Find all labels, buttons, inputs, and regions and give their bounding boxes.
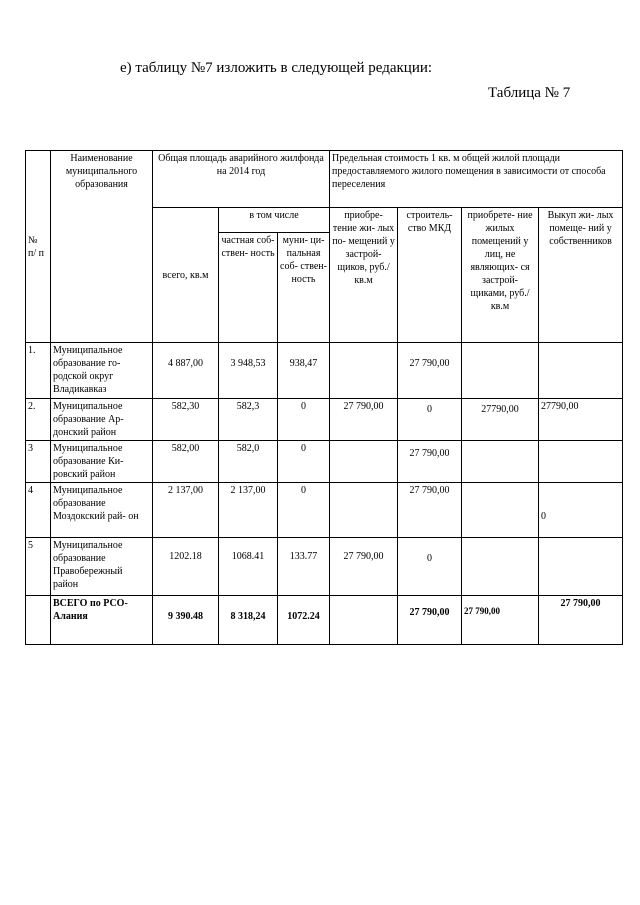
row-name: Муниципальное образование Ки- ровский район	[51, 441, 153, 483]
header-incl: в том числе	[219, 208, 330, 233]
header-buy-other: приобрете- ние жилых помещений у лиц, не являющих- ся застрой- щиками, руб./кв.м	[462, 208, 539, 343]
row-municipal: 0	[278, 399, 330, 441]
header-private: частная соб- ствен- ность	[219, 233, 278, 343]
header-num: № п/ п	[26, 151, 51, 343]
header-name: Наименование муниципального образования	[51, 151, 153, 343]
table-row	[26, 483, 623, 538]
row-num: 5	[26, 538, 51, 596]
header-build: строитель- ство МКД	[398, 208, 462, 343]
row-private: 582,3	[219, 399, 278, 441]
header-row-1	[26, 151, 623, 208]
intro-text: е) таблицу №7 изложить в следующей редакции:	[120, 60, 433, 76]
row-build: 27 790,00	[398, 343, 462, 399]
row-name: Муниципальное образование Правобережный район	[51, 538, 153, 596]
header-municipal: муни- ци- пальная соб- ствен- ность	[278, 233, 330, 343]
total-buy-dev	[330, 596, 398, 645]
data-table	[25, 150, 623, 645]
total-private: 8 318,24	[219, 596, 278, 645]
row-private: 582,0	[219, 441, 278, 483]
header-ransom: Выкуп жи- лых помеще- ний у собственников	[539, 208, 623, 343]
row-ransom: 27790,00	[539, 399, 623, 441]
row-buy-dev	[330, 343, 398, 399]
row-build: 0	[398, 399, 462, 441]
row-municipal: 0	[278, 441, 330, 483]
row-name: Муниципальное образование го- родской округ Владикавказ	[51, 343, 153, 399]
total-num	[26, 596, 51, 645]
total-ransom: 27 790,00	[539, 596, 623, 645]
total-name: ВСЕГО по РСО- Алания	[51, 596, 153, 645]
table-row	[26, 343, 623, 399]
row-ransom	[539, 538, 623, 596]
table-row	[26, 399, 623, 441]
header-cost: Предельная стоимость 1 кв. м общей жилой площади предоставляемого жилого помещения в зависимости от способа переселения	[330, 151, 623, 208]
row-municipal: 938,47	[278, 343, 330, 399]
row-buy-other	[462, 538, 539, 596]
row-total: 582,00	[153, 441, 219, 483]
total-buy-other: 27 790,00	[462, 596, 539, 645]
table-row	[26, 441, 623, 483]
row-buy-dev: 27 790,00	[330, 399, 398, 441]
row-build: 27 790,00	[398, 441, 462, 483]
row-total: 582,30	[153, 399, 219, 441]
total-total: 9 390.48	[153, 596, 219, 645]
row-ransom	[539, 441, 623, 483]
row-total: 4 887,00	[153, 343, 219, 399]
total-row	[26, 596, 623, 645]
row-private: 1068.41	[219, 538, 278, 596]
header-buy-dev: приобре- тение жи- лых по- мещений у застрой- щиков, руб./кв.м	[330, 208, 398, 343]
row-build: 0	[398, 538, 462, 596]
row-ransom: 0	[539, 483, 623, 538]
row-num: 1.	[26, 343, 51, 399]
row-buy-dev	[330, 441, 398, 483]
row-buy-dev	[330, 483, 398, 538]
row-municipal: 0	[278, 483, 330, 538]
row-buy-other: 27790,00	[462, 399, 539, 441]
row-buy-other	[462, 343, 539, 399]
row-name: Муниципальное образование Ар- донский район	[51, 399, 153, 441]
total-build: 27 790,00	[398, 596, 462, 645]
row-num: 2.	[26, 399, 51, 441]
row-private: 3 948,53	[219, 343, 278, 399]
row-num: 4	[26, 483, 51, 538]
row-municipal: 133.77	[278, 538, 330, 596]
row-buy-other	[462, 483, 539, 538]
row-buy-dev: 27 790,00	[330, 538, 398, 596]
row-total: 1202.18	[153, 538, 219, 596]
header-area: Общая площадь аварийного жилфонда на 2014 год	[153, 151, 330, 208]
table-row	[26, 538, 623, 596]
row-total: 2 137,00	[153, 483, 219, 538]
row-private: 2 137,00	[219, 483, 278, 538]
row-build: 27 790,00	[398, 483, 462, 538]
table-caption: Таблица № 7	[488, 85, 571, 101]
row-ransom	[539, 343, 623, 399]
row-name: Муниципальное образование Моздокский рай- он	[51, 483, 153, 538]
total-municipal: 1072.24	[278, 596, 330, 645]
row-num: 3	[26, 441, 51, 483]
row-buy-other	[462, 441, 539, 483]
header-total: всего, кв.м	[153, 208, 219, 343]
